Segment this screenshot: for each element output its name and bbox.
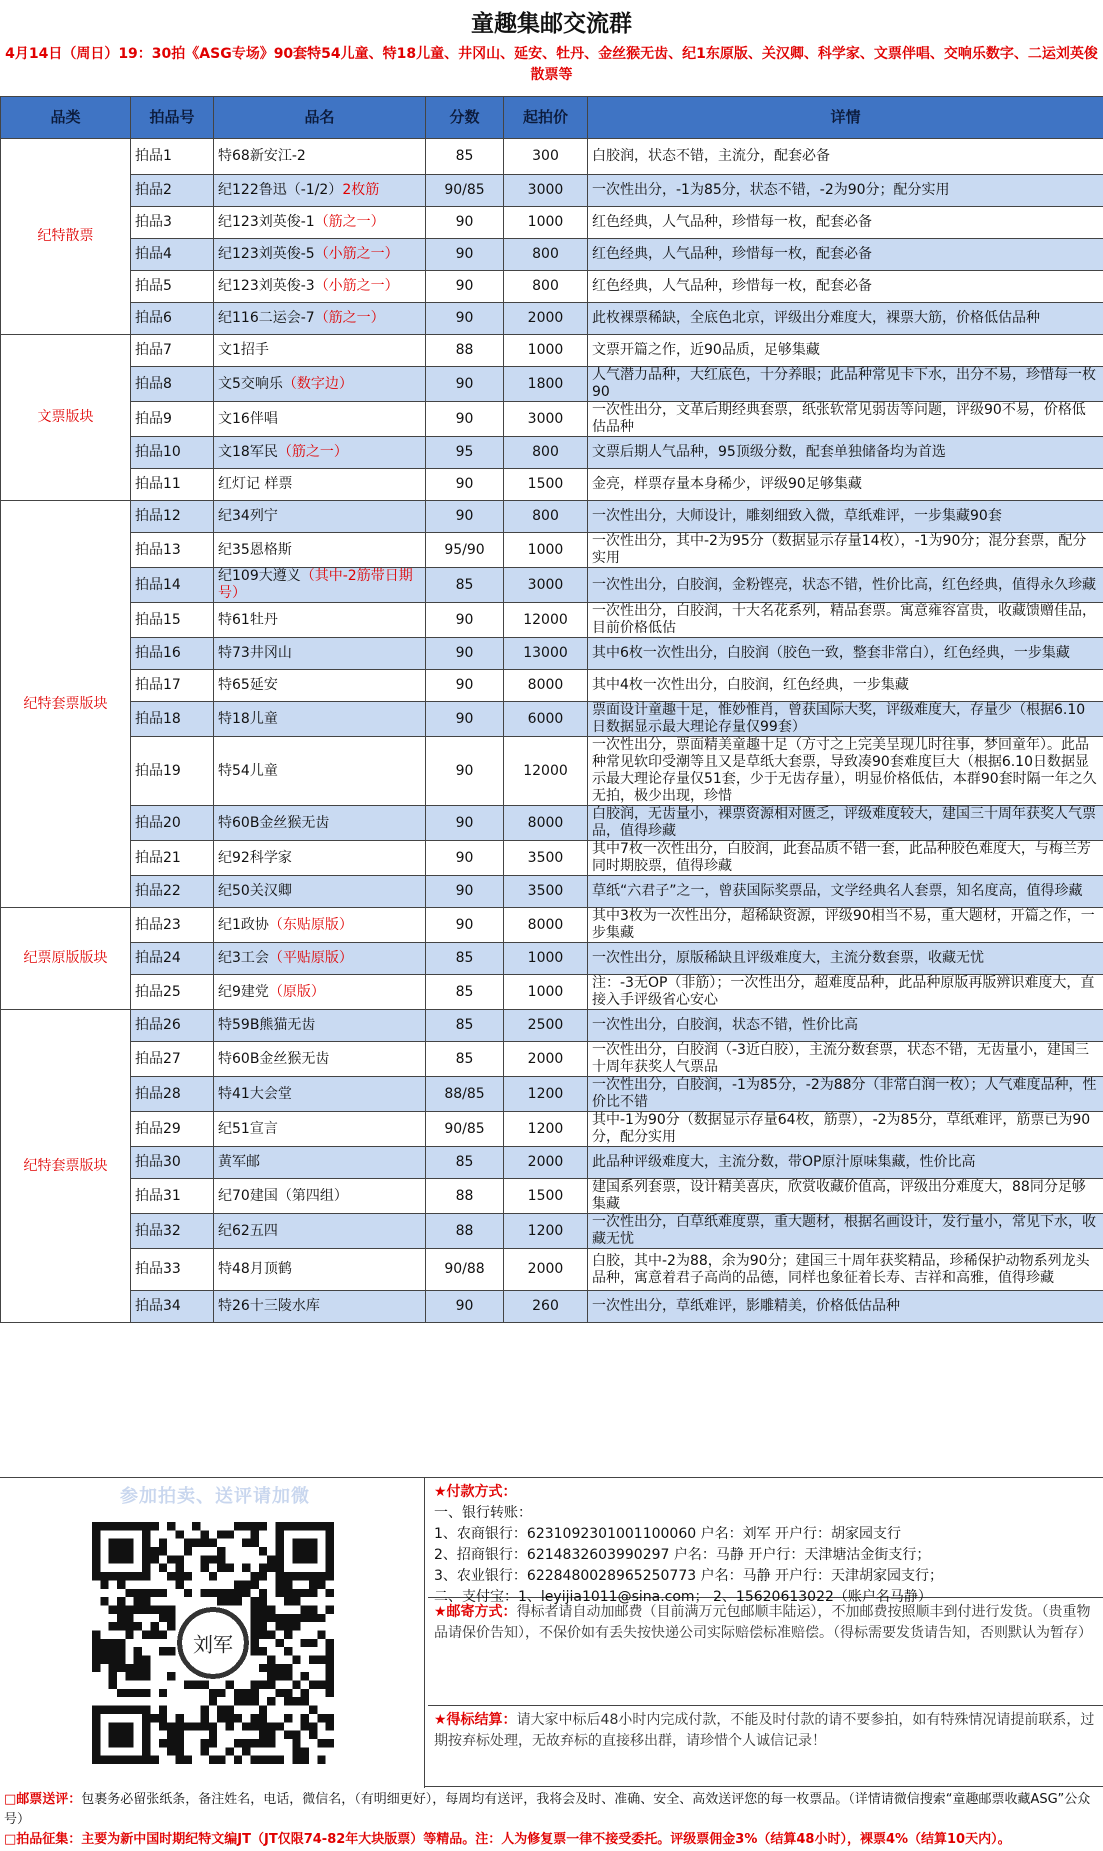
- lot-detail: 一次性出分，白草纸难度票，重大题材，根据名画设计，发行量小，常见下水，收藏无忧: [588, 1214, 1103, 1249]
- lot-detail: 一次性出分，-1为85分，状态不错，-2为90分；配分实用: [588, 175, 1103, 207]
- lot-detail: 票面设计童趣十足，惟妙惟肖，曾获国际大奖，评级难度大，存量少（根据6.10日数据显示最大理论存量仅99套）: [588, 702, 1103, 737]
- lot-grade: 90: [426, 303, 504, 335]
- lot-name: [214, 303, 426, 335]
- table-row: [1, 1214, 1103, 1249]
- lot-grade: 85: [426, 975, 504, 1010]
- lot-grade: 85: [426, 943, 504, 975]
- bank-line-2[interactable]: 2、招商银行：6214832603990297 户名：马静 开户行：天津塘沽金街支行；: [434, 1547, 931, 1563]
- lot-grade: 90: [426, 841, 504, 876]
- category-cell: 文票版块: [1, 335, 131, 501]
- lot-start-price: 12000: [504, 603, 588, 638]
- lot-start-price: 1000: [504, 975, 588, 1010]
- lot-name-text: 纪123刘英俊-3: [218, 278, 315, 294]
- table-row: [1, 271, 1103, 303]
- table-row: [1, 568, 1103, 603]
- table-row: [1, 1147, 1103, 1179]
- lot-name: [214, 239, 426, 271]
- lot-number: 拍品7: [131, 335, 214, 367]
- lot-grade: 90: [426, 402, 504, 437]
- lot-name-text: 纪62五四: [218, 1222, 278, 1239]
- lot-name-text: 红灯记 样票: [218, 476, 293, 492]
- table-row: [1, 943, 1103, 975]
- lot-number: 拍品33: [131, 1249, 214, 1291]
- lot-name-text: 文1招手: [218, 342, 269, 358]
- lot-grade: 88: [426, 335, 504, 367]
- table-row: [1, 841, 1103, 876]
- lot-number: 拍品15: [131, 603, 214, 638]
- lot-name: [214, 1077, 426, 1112]
- lot-start-price: 12000: [504, 737, 588, 806]
- lot-name: [214, 876, 426, 908]
- lot-grade: 90: [426, 271, 504, 303]
- lot-detail: 此品种评级难度大，主流分数，带OP原汁原味集藏，性价比高: [588, 1147, 1103, 1179]
- lot-number: 拍品16: [131, 638, 214, 670]
- lot-name-text: 纪122鲁迅（-1/2）: [218, 182, 343, 198]
- table-row: [1, 533, 1103, 568]
- lot-grade: 85: [426, 1147, 504, 1179]
- lot-grade: 85: [426, 1042, 504, 1077]
- lot-name: [214, 469, 426, 501]
- lot-number: 拍品2: [131, 175, 214, 207]
- lot-number: 拍品3: [131, 207, 214, 239]
- lot-name-text: 特73井冈山: [218, 645, 292, 661]
- lot-name: [214, 1179, 426, 1214]
- lot-name-text: 特60B金丝猴无齿: [218, 814, 330, 831]
- lot-detail: 建国系列套票，设计精美喜庆，欣赏收藏价值高，评级出分难度大，88同分足够集藏: [588, 1179, 1103, 1214]
- lot-number: 拍品34: [131, 1291, 214, 1323]
- category-cell: 纪特散票: [1, 139, 131, 335]
- lot-name-text: 纪9建党: [218, 983, 269, 1000]
- lot-number: 拍品20: [131, 806, 214, 841]
- payment-section: [0, 1477, 1103, 1787]
- table-row: [1, 975, 1103, 1010]
- lot-detail: 其中4枚一次性出分，白胶润，红色经典，一步集藏: [588, 670, 1103, 702]
- lot-number: 拍品31: [131, 1179, 214, 1214]
- lot-start-price: 1800: [504, 367, 588, 402]
- lot-start-price: 800: [504, 501, 588, 533]
- lot-name: [214, 1112, 426, 1147]
- header-detail: 详情: [588, 97, 1103, 139]
- lot-start-price: 2000: [504, 1147, 588, 1179]
- lot-number: 拍品5: [131, 271, 214, 303]
- lot-number: 拍品4: [131, 239, 214, 271]
- lot-start-price: 1000: [504, 335, 588, 367]
- lot-name: [214, 702, 426, 737]
- lot-number: 拍品21: [131, 841, 214, 876]
- bank-title: 一、银行转账：: [434, 1505, 532, 1521]
- lot-number: 拍品25: [131, 975, 214, 1010]
- lot-number: 拍品27: [131, 1042, 214, 1077]
- table-row: [1, 239, 1103, 271]
- lot-name-text: 纪109大遵义: [218, 568, 301, 584]
- lot-detail: 红色经典，人气品种，珍惜每一枚，配套必备: [588, 271, 1103, 303]
- lot-number: 拍品17: [131, 670, 214, 702]
- table-row: [1, 908, 1103, 943]
- lot-start-price: 8000: [504, 908, 588, 943]
- lot-name: [214, 533, 426, 568]
- lot-number: 拍品28: [131, 1077, 214, 1112]
- table-row: [1, 1179, 1103, 1214]
- table-row: [1, 670, 1103, 702]
- lot-table-body: [1, 139, 1103, 1323]
- lot-grade: 90: [426, 1291, 504, 1323]
- lot-name: [214, 271, 426, 303]
- header-category: 品类: [1, 97, 131, 139]
- lot-number: 拍品29: [131, 1112, 214, 1147]
- lot-start-price: 1200: [504, 1214, 588, 1249]
- lot-name-text: 纪34列宁: [218, 508, 278, 524]
- lot-name-text: 纪50关汉卿: [218, 883, 292, 899]
- lot-name: [214, 975, 426, 1010]
- review-note: [4, 1790, 1099, 1830]
- lot-start-price: 3500: [504, 841, 588, 876]
- lot-name-text: 特18儿童: [218, 710, 278, 727]
- lot-grade: 90: [426, 603, 504, 638]
- lot-detail: 一次性出分，其中-2为95分（数据显示存量14枚），-1为90分；混分套票，配分实用: [588, 533, 1103, 568]
- lot-name: [214, 1147, 426, 1179]
- table-row: [1, 702, 1103, 737]
- lot-grade: 90: [426, 908, 504, 943]
- lot-start-price: 6000: [504, 702, 588, 737]
- collect-text: 主要为新中国时期纪特文编JT（JT仅限74-82年大块版票）等精品。注：人为修复票一律不接受委托。评级票佣金3%（结算48小时），裸票4%（结算10天内）。: [81, 1832, 1011, 1847]
- lot-name: [214, 207, 426, 239]
- table-row: [1, 1077, 1103, 1112]
- lot-grade: 90: [426, 239, 504, 271]
- lot-grade: 88/85: [426, 1077, 504, 1112]
- lot-grade: 88: [426, 1214, 504, 1249]
- table-row: [1, 1291, 1103, 1323]
- lot-grade: 90: [426, 806, 504, 841]
- category-cell: 纪特套票版块: [1, 1010, 131, 1323]
- lot-grade: 90/85: [426, 1112, 504, 1147]
- table-row: [1, 303, 1103, 335]
- lot-name-text: 纪3工会: [218, 950, 269, 966]
- lot-number: 拍品11: [131, 469, 214, 501]
- lot-name: [214, 737, 426, 806]
- lot-name-text: 纪35恩格斯: [218, 541, 292, 558]
- lot-name-note: （其中-2筋带日期号）: [218, 568, 413, 601]
- qr-logo-text: 刘军: [192, 1632, 234, 1657]
- lot-name-text: 黄军邮: [218, 1154, 260, 1170]
- lot-grade: 90: [426, 737, 504, 806]
- header-name: 品名: [214, 97, 426, 139]
- lot-name-text: 纪51宣言: [218, 1120, 278, 1137]
- lot-start-price: 1000: [504, 533, 588, 568]
- lot-grade: 90: [426, 702, 504, 737]
- lot-name: [214, 1214, 426, 1249]
- lot-detail: 一次性出分，白胶润，状态不错，性价比高: [588, 1010, 1103, 1042]
- lot-name: [214, 175, 426, 207]
- lot-grade: 88: [426, 1179, 504, 1214]
- lot-detail: 一次性出分，大师设计，雕刻细致入微，草纸难评，一步集藏90套: [588, 501, 1103, 533]
- collect-label: □拍品征集：: [4, 1832, 82, 1847]
- lot-name-note: （数字边）: [282, 375, 353, 392]
- notes-section: [0, 1788, 1103, 1851]
- settlement-heading: ★得标结算：: [434, 1712, 517, 1728]
- lot-name-note: （筋之一）: [314, 310, 385, 326]
- lot-number: 拍品10: [131, 437, 214, 469]
- lot-name-note: （原版）: [268, 983, 325, 1000]
- lot-grade: 95: [426, 437, 504, 469]
- header-lot: 拍品号: [131, 97, 214, 139]
- lot-start-price: 1000: [504, 207, 588, 239]
- lot-start-price: 2000: [504, 1249, 588, 1291]
- table-row: [1, 1249, 1103, 1291]
- table-row: [1, 806, 1103, 841]
- lot-detail: 白胶润，状态不错，主流分，配套必备: [588, 139, 1103, 175]
- lot-name: [214, 908, 426, 943]
- lot-detail: 文票后期人气品种，95顶级分数，配套单独储备均为首选: [588, 437, 1103, 469]
- category-cell: 纪票原版版块: [1, 908, 131, 1010]
- table-row: [1, 437, 1103, 469]
- lot-start-price: 260: [504, 1291, 588, 1323]
- lot-grade: 90: [426, 638, 504, 670]
- lot-start-price: 800: [504, 271, 588, 303]
- lot-detail: 红色经典，人气品种，珍惜每一枚，配套必备: [588, 239, 1103, 271]
- lot-grade: 90: [426, 670, 504, 702]
- lot-grade: 85: [426, 1010, 504, 1042]
- lot-detail: 白胶，其中-2为88，余为90分；建国三十周年获奖精品，珍稀保护动物系列龙头品种，寓意着君子高尚的品德，同样也象征着长寿、吉祥和高雅，值得珍藏: [588, 1249, 1103, 1291]
- table-row: [1, 175, 1103, 207]
- lot-name-text: 文18军民: [218, 444, 278, 460]
- lot-name: [214, 402, 426, 437]
- lot-detail: 金亮，样票存量本身稀少，评级90足够集藏: [588, 469, 1103, 501]
- lot-grade: 90: [426, 876, 504, 908]
- lot-start-price: 1000: [504, 943, 588, 975]
- lot-name: [214, 335, 426, 367]
- lot-name-note: （小筋之一）: [314, 246, 399, 262]
- auction-subtitle: 4月14日（周日）19：30拍《ASG专场》90套特54儿童、特18儿童、井冈山、延安、牡丹、金丝猴无齿、纪1东原版、关汉卿、科学家、文票伴唱、交响乐数字、二运刘英俊散票等: [5, 46, 1098, 83]
- lot-name-text: 特61牡丹: [218, 611, 278, 628]
- table-row: [1, 469, 1103, 501]
- lot-grade: 90: [426, 501, 504, 533]
- lot-number: 拍品18: [131, 702, 214, 737]
- lot-name-text: 文5交响乐: [218, 375, 283, 392]
- lot-grade: 95/90: [426, 533, 504, 568]
- header-grade: 分数: [426, 97, 504, 139]
- table-row: [1, 1112, 1103, 1147]
- bank-line-1[interactable]: 1、农商银行：6231092301001100060 户名：刘军 开户行：胡家园支行: [434, 1526, 902, 1542]
- lot-number: 拍品13: [131, 533, 214, 568]
- lot-name-text: 纪1政协: [218, 916, 269, 933]
- wechat-qr-code: [92, 1508, 334, 1778]
- lot-detail: 其中3枚为一次性出分，超稀缺资源，评级90相当不易，重大题材，开篇之作，一步集藏: [588, 908, 1103, 943]
- lot-start-price: 8000: [504, 806, 588, 841]
- lot-grade: 90: [426, 469, 504, 501]
- lot-name-text: 特68新安江-2: [218, 148, 306, 164]
- lot-detail: 一次性出分，白胶润，十大名花系列，精品套票。寓意雍容富贵，收藏馈赠佳品，目前价格低估: [588, 603, 1103, 638]
- lot-name: [214, 841, 426, 876]
- lot-detail: 文票开篇之作，近90品质，足够集藏: [588, 335, 1103, 367]
- lot-start-price: 2500: [504, 1010, 588, 1042]
- lot-number: 拍品9: [131, 402, 214, 437]
- lot-number: 拍品14: [131, 568, 214, 603]
- lot-name-text: 特48月顶鹤: [218, 1261, 292, 1277]
- lot-start-price: 300: [504, 139, 588, 175]
- lot-number: 拍品24: [131, 943, 214, 975]
- lot-table: [0, 96, 1103, 1323]
- lot-name-note: （筋之一）: [314, 214, 385, 230]
- table-row: [1, 207, 1103, 239]
- lot-start-price: 1200: [504, 1077, 588, 1112]
- payment-heading: ★付款方式：: [434, 1484, 517, 1500]
- postage-heading: ★邮寄方式：: [434, 1604, 517, 1620]
- lot-grade: 90: [426, 207, 504, 239]
- lot-name: [214, 139, 426, 175]
- lot-detail: 白胶润，无齿量小，裸票资源相对匮乏，评级难度较大，建国三十周年获奖人气票品，值得珍藏: [588, 806, 1103, 841]
- bank-line-3[interactable]: 3、农业银行：6228480028965250773 户名：马静 开户行：天津胡家园支行；: [434, 1568, 944, 1584]
- lot-start-price: 3000: [504, 402, 588, 437]
- lot-start-price: 3000: [504, 175, 588, 207]
- lot-detail: 一次性出分，白胶润，-1为85分，-2为88分（非常白润一枚）；人气难度品种，性价比不错: [588, 1077, 1103, 1112]
- alipay-line[interactable]: 二、支付宝：1、leyijia1011@sina.com； 2、15620613022（账户名马静）: [434, 1589, 932, 1605]
- lot-name-text: 纪123刘英俊-5: [218, 246, 315, 262]
- lot-grade: 85: [426, 568, 504, 603]
- lot-name-text: 纪70建国（第四组）: [218, 1187, 348, 1204]
- lot-name-text: 特60B金丝猴无齿: [218, 1050, 330, 1067]
- lot-detail: 一次性出分，文革后期经典套票，纸张软常见弱齿等问题，评级90不易，价格低估品种: [588, 402, 1103, 437]
- lot-name: [214, 806, 426, 841]
- lot-detail: 其中-1为90分（数据显示存量64枚，筋票），-2为85分，草纸难评，筋票已为90分，配分实用: [588, 1112, 1103, 1147]
- lot-name-text: 文16伴唱: [218, 410, 278, 427]
- lot-start-price: 3000: [504, 568, 588, 603]
- settlement-info: [428, 1706, 1103, 1788]
- lot-number: 拍品19: [131, 737, 214, 806]
- lot-start-price: 800: [504, 239, 588, 271]
- lot-start-price: 800: [504, 437, 588, 469]
- table-row: [1, 402, 1103, 437]
- lot-name-text: 特65延安: [218, 677, 278, 693]
- lot-name-text: 纪92科学家: [218, 849, 292, 866]
- lot-detail: 一次性出分，草纸难评，影雕精美，价格低估品种: [588, 1291, 1103, 1323]
- table-row: [1, 139, 1103, 175]
- lot-grade: 90: [426, 367, 504, 402]
- lot-detail: 一次性出分，白胶润（-3近白胶），主流分数套票，状态不错，无齿量小，建国三十周年获奖人气票品: [588, 1042, 1103, 1077]
- lot-name: [214, 1042, 426, 1077]
- lot-name-text: 纪123刘英俊-1: [218, 214, 315, 230]
- lot-start-price: 13000: [504, 638, 588, 670]
- lot-number: 拍品6: [131, 303, 214, 335]
- lot-name-text: 特26十三陵水库: [218, 1298, 320, 1314]
- review-text: 包裹务必留张纸条，备注姓名，电话，微信名，（有明细更好），每周均有送评，我将会及时、准确、安全、高效送评您的每一枚票品。（详情请微信搜索“童趣邮票收藏ASG”公众号）: [4, 1792, 1091, 1827]
- lot-detail: 红色经典，人气品种，珍惜每一枚，配套必备: [588, 207, 1103, 239]
- review-label: □邮票送评：: [4, 1792, 82, 1807]
- lot-number: 拍品8: [131, 367, 214, 402]
- lot-number: 拍品32: [131, 1214, 214, 1249]
- lot-detail: 一次性出分，白胶润，金粉铿亮，状态不错，性价比高，红色经典，值得永久珍藏: [588, 568, 1103, 603]
- category-cell: 纪特套票版块: [1, 501, 131, 908]
- postage-info: [428, 1598, 1103, 1706]
- lot-number: 拍品23: [131, 908, 214, 943]
- table-row: [1, 876, 1103, 908]
- lot-name: [214, 1249, 426, 1291]
- lot-detail: 其中7枚一次性出分，白胶润，此套品质不错一套，此品种胶色难度大，与梅兰芳同时期胶票，值得珍藏: [588, 841, 1103, 876]
- lot-name-text: 纪116二运会-7: [218, 310, 315, 326]
- lot-number: 拍品1: [131, 139, 214, 175]
- lot-start-price: 2000: [504, 1042, 588, 1077]
- lot-name: [214, 670, 426, 702]
- header-price: 起拍价: [504, 97, 588, 139]
- lot-detail: 一次性出分，原版稀缺且评级难度大，主流分数套票，收藏无忧: [588, 943, 1103, 975]
- lot-name: [214, 367, 426, 402]
- table-row: [1, 638, 1103, 670]
- lot-name-text: 特59B熊猫无齿: [218, 1017, 316, 1033]
- qr-caption: 参加拍卖、送评请加微: [120, 1486, 310, 1507]
- settlement-text: 请大家中标后48小时内完成付款，不能及时付款的请不要参拍，如有特殊情况请提前联系，过期按弃标处理，无故弃标的直接移出群，请珍惜个人诚信记录！: [434, 1712, 1095, 1749]
- lot-start-price: 1200: [504, 1112, 588, 1147]
- lot-detail: 其中6枚一次性出分，白胶润（胶色一致，整套非常白），红色经典，一步集藏: [588, 638, 1103, 670]
- lot-start-price: 1500: [504, 1179, 588, 1214]
- table-row: [1, 367, 1103, 402]
- payment-info: [428, 1478, 1103, 1788]
- lot-name-text: 特54儿童: [218, 762, 278, 779]
- table-header-row: [1, 97, 1103, 139]
- postage-text: 得标者请自动加邮费（目前满万元包邮顺丰陆运），不加邮费按照顺丰到付进行发货。（贵重物品请保价告知），不保价如有丢失按快递公司实际赔偿标准赔偿。（得标需要发货请告知，否则默认为暂存）: [434, 1604, 1092, 1641]
- lot-grade: 85: [426, 139, 504, 175]
- lot-name: [214, 501, 426, 533]
- lot-name-note: （东贴原版）: [268, 916, 353, 933]
- lot-detail: 草纸“六君子”之一，曾获国际奖票品，文学经典名人套票，知名度高，值得珍藏: [588, 876, 1103, 908]
- lot-detail: 注：-3无OP（非筋）；一次性出分，超难度品种，此品种原版再版辨识难度大，直接入手评级省心安心: [588, 975, 1103, 1010]
- table-row: [1, 501, 1103, 533]
- lot-number: 拍品12: [131, 501, 214, 533]
- lot-grade: 90/85: [426, 175, 504, 207]
- lot-grade: 90/88: [426, 1249, 504, 1291]
- lot-number: 拍品22: [131, 876, 214, 908]
- lot-name: [214, 1291, 426, 1323]
- collect-note: [4, 1830, 1099, 1850]
- lot-name-note: （小筋之一）: [314, 278, 399, 294]
- table-row: [1, 335, 1103, 367]
- lot-start-price: 3500: [504, 876, 588, 908]
- lot-number: 拍品26: [131, 1010, 214, 1042]
- lot-name: [214, 638, 426, 670]
- table-row: [1, 1010, 1103, 1042]
- lot-name: [214, 603, 426, 638]
- lot-name: [214, 1010, 426, 1042]
- payment-methods: [428, 1478, 1103, 1605]
- table-row: [1, 737, 1103, 806]
- lot-name-note: （筋之一）: [277, 444, 348, 460]
- lot-number: 拍品30: [131, 1147, 214, 1179]
- lot-name-note: 2枚筋: [342, 182, 380, 198]
- page-title: 童趣集邮交流群: [471, 9, 632, 37]
- table-row: [1, 1042, 1103, 1077]
- lot-name: [214, 437, 426, 469]
- table-row: [1, 603, 1103, 638]
- lot-name: [214, 568, 426, 603]
- lot-detail: 人气潜力品种，大红底色，十分养眼；此品种常见卡下水，出分不易，珍惜每一枚90: [588, 367, 1103, 402]
- lot-name-text: 特41大会堂: [218, 1085, 292, 1102]
- lot-name: [214, 943, 426, 975]
- lot-name-note: （平贴原版）: [268, 950, 353, 966]
- lot-detail: 此枚裸票稀缺，全底色北京，评级出分难度大，裸票大筋，价格低估品种: [588, 303, 1103, 335]
- lot-start-price: 8000: [504, 670, 588, 702]
- qr-panel: [0, 1478, 425, 1788]
- lot-detail: 一次性出分，票面精美童趣十足（方寸之上完美呈现儿时往事，梦回童年）。此品种常见软印受潮等且又是草纸大套票，导致凑90套难度巨大（根据6.10日数据显示最大理论存量仅51套，少于无齿存量），明显价格低估，本群90套时隔一年之久无拍，极少出现，珍惜: [588, 737, 1103, 806]
- lot-start-price: 1500: [504, 469, 588, 501]
- lot-start-price: 2000: [504, 303, 588, 335]
